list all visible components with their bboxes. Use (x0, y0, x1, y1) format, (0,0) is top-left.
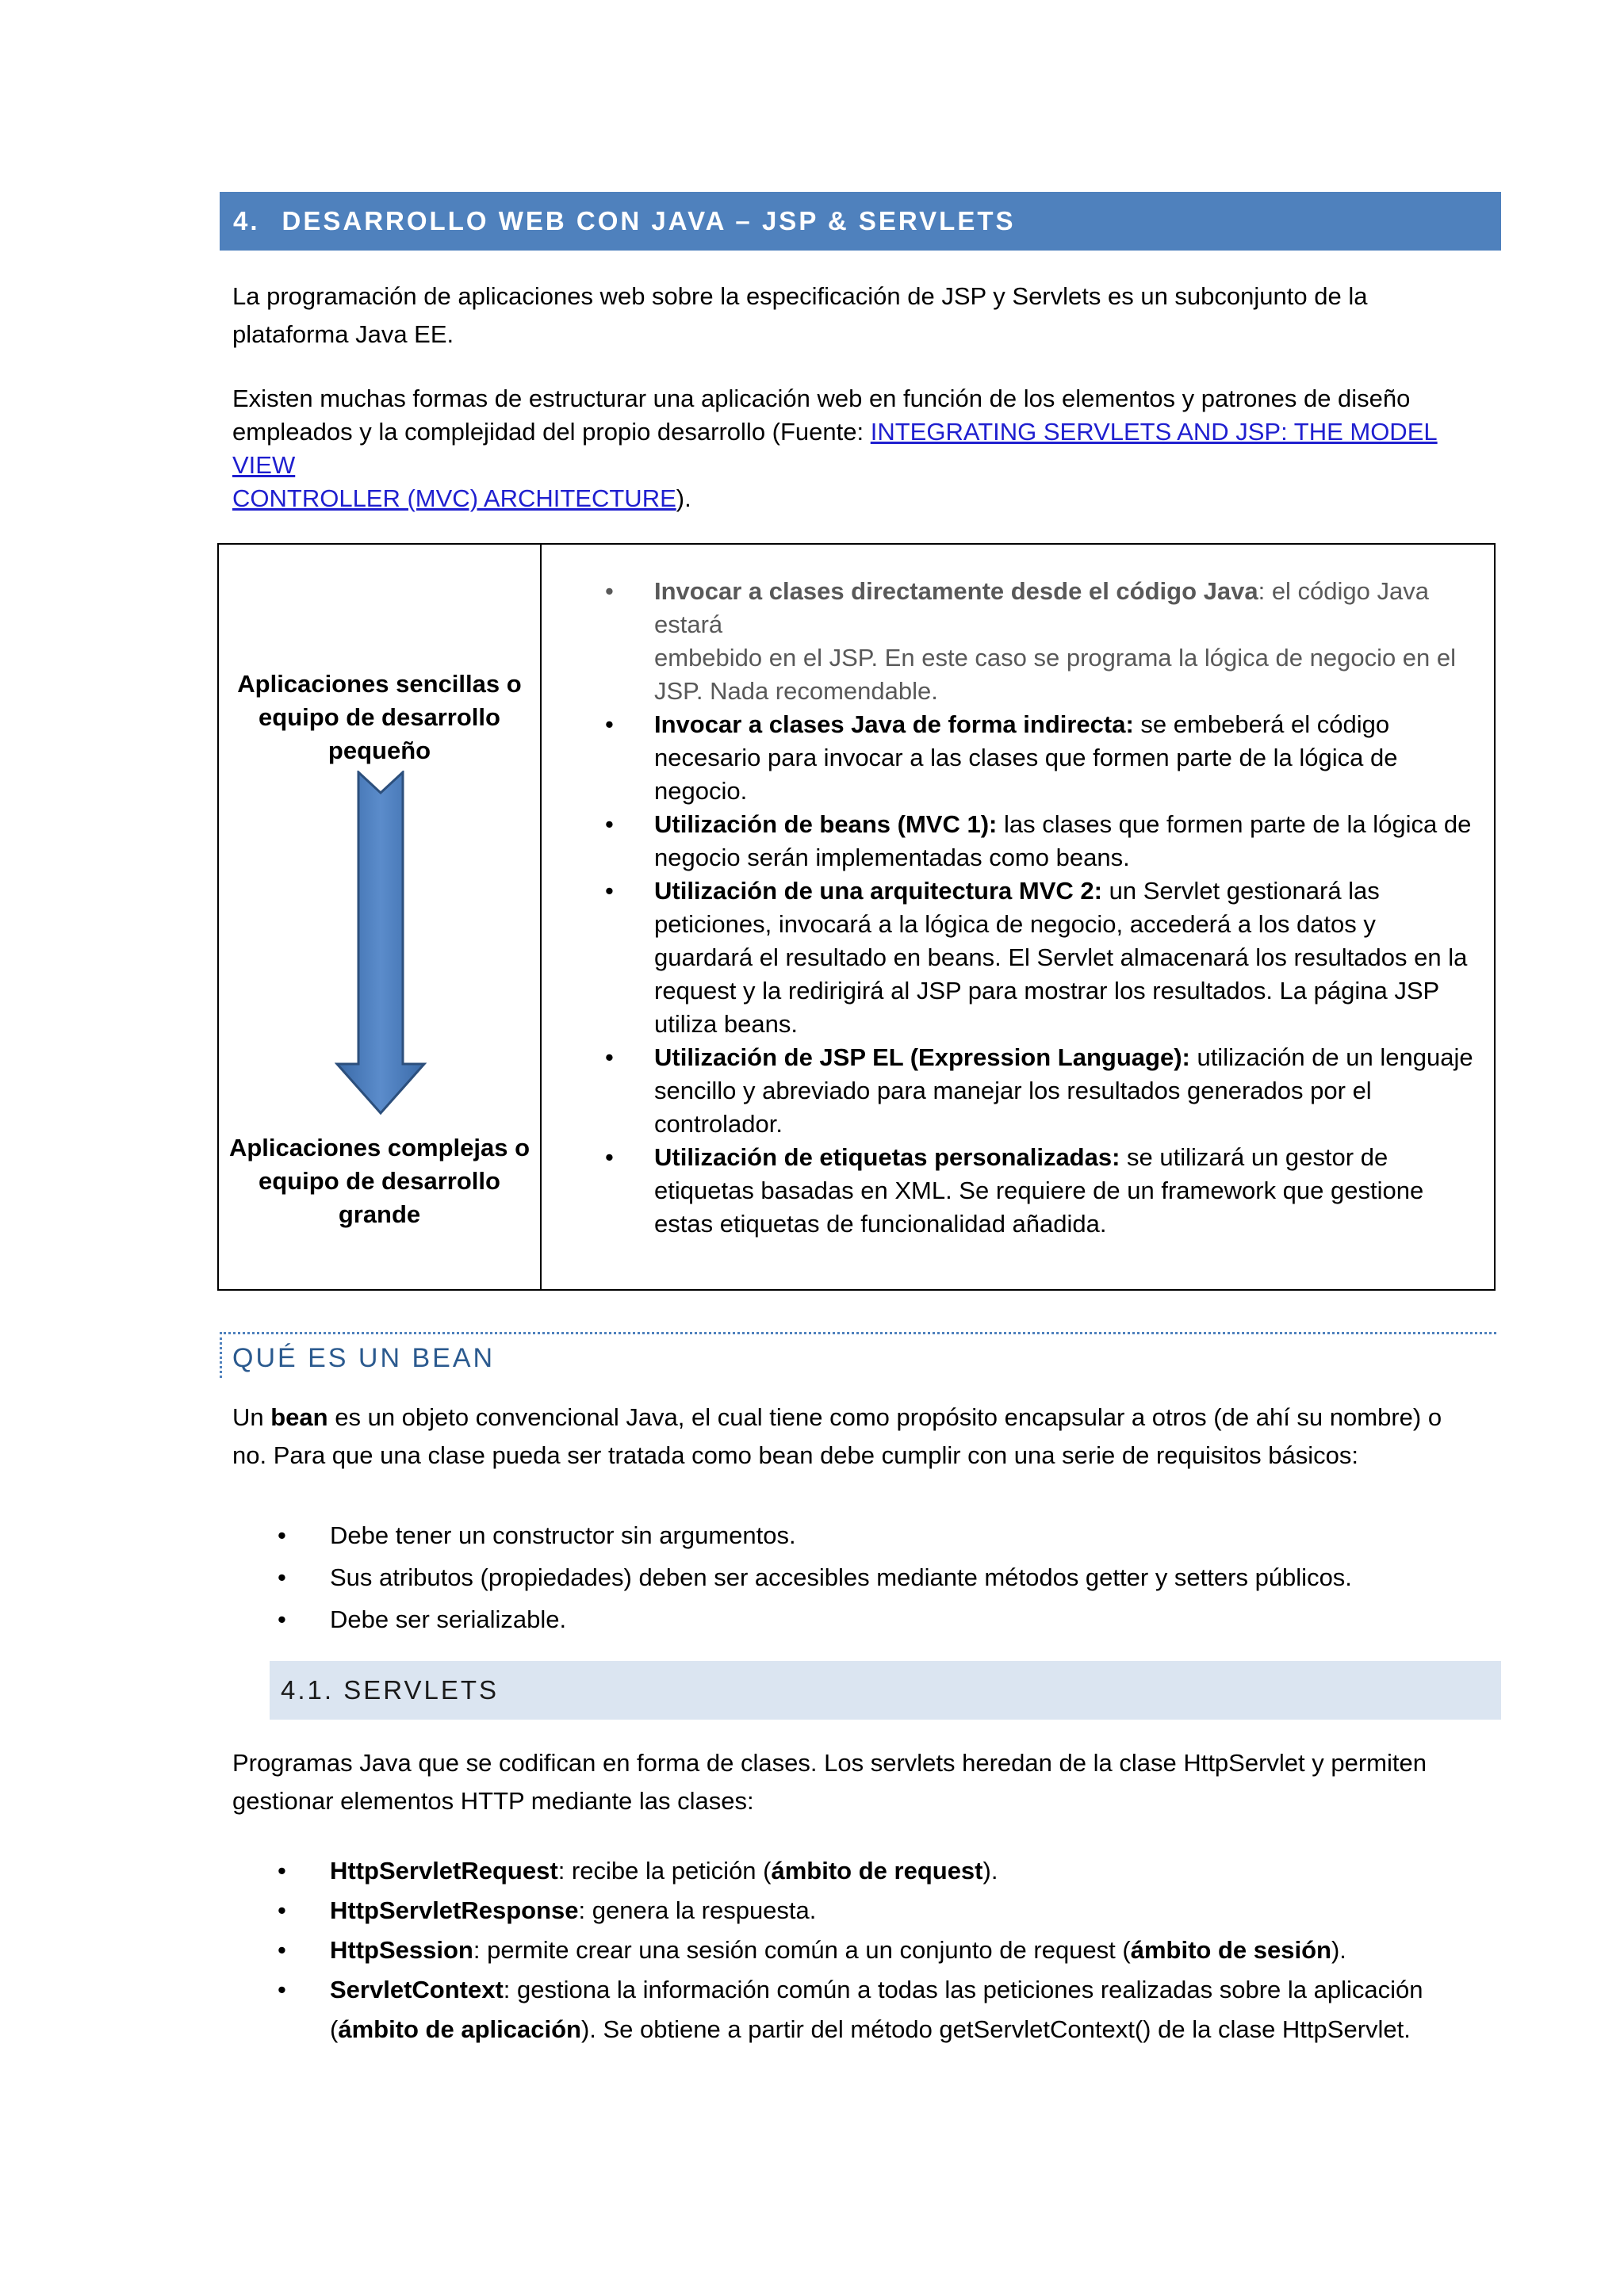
item-text: guardará el resultado en beans. El Servlet almacenará los resultados en la (654, 943, 1468, 971)
approaches-list (542, 575, 1494, 1241)
class-name: HttpSession (330, 1936, 473, 1964)
requirement-text: Debe tener un constructor sin argumentos. (330, 1521, 796, 1549)
item-text: estas etiquetas de funcionalidad añadida. (654, 1210, 1107, 1238)
item-text: request y la redirigirá al JSP para mostrar los resultados. La página JSP (654, 977, 1440, 1004)
bullet-icon: • (605, 1143, 614, 1171)
simple-apps-label (219, 668, 540, 767)
item-title: Utilización de una arquitectura MVC 2: (654, 877, 1102, 905)
list-item (270, 1931, 1507, 1970)
item-text: peticiones, invocará a la lógica de negocio, accederá a los datos y (654, 910, 1376, 938)
label-line: grande (338, 1200, 421, 1228)
servlets-paragraph (232, 1744, 1493, 1820)
label-line: equipo de desarrollo (259, 703, 500, 731)
list-item (270, 1598, 1507, 1640)
bullet-icon: • (278, 1521, 286, 1549)
bullet-icon: • (278, 1976, 286, 2003)
servlets-line: gestionar elementos HTTP mediante las clases: (232, 1787, 754, 1815)
item-text: un Servlet gestionará las (1101, 877, 1380, 905)
requirement-text: Debe ser serializable. (330, 1605, 567, 1633)
item-title: Invocar a clases directamente desde el código Java (654, 577, 1258, 605)
list-item (542, 1041, 1494, 1141)
section-heading-4 (220, 192, 1501, 251)
item-text: embebido en el JSP. En este caso se programa la lógica de negocio en el (654, 644, 1457, 672)
class-text: ). Se obtiene a partir del método getServletContext() de la clase HttpServlet. (580, 2015, 1411, 2043)
complex-apps-label (219, 1131, 540, 1231)
approaches-cell (541, 544, 1495, 1290)
intro-paragraph (232, 277, 1493, 354)
list-item (542, 1141, 1494, 1241)
list-item (270, 1514, 1507, 1556)
item-title: Utilización de JSP EL (Expression Language): (654, 1043, 1190, 1071)
scope-text: ámbito de request (771, 1857, 983, 1885)
scope-text: ámbito de sesión (1130, 1936, 1331, 1964)
complexity-table (217, 543, 1496, 1291)
bullet-icon: • (278, 1563, 286, 1591)
list-item (542, 808, 1494, 874)
item-text: utiliza beans. (654, 1010, 798, 1038)
item-text: se embeberá el código (1133, 710, 1390, 738)
bullet-icon: • (605, 1043, 614, 1071)
label-line: Aplicaciones complejas o (228, 1134, 530, 1161)
item-title: Utilización de beans (MVC 1): (654, 810, 998, 838)
label-line: equipo de desarrollo (259, 1167, 500, 1195)
class-text: ( (330, 2015, 339, 2043)
source-link[interactable]: INTEGRATING SERVLETS AND JSP: THE MODEL VIEW (232, 418, 1438, 479)
class-text: ). (982, 1857, 998, 1885)
section-title: DESARROLLO WEB CON JAVA – JSP & SERVLETS (282, 206, 1016, 235)
structure-line: Existen muchas formas de estructurar una aplicación web en función de los elementos y patrones de diseño (232, 385, 1411, 412)
class-text: ). (1331, 1936, 1346, 1964)
class-text: : recibe la petición ( (557, 1857, 772, 1885)
item-text: negocio serán implementadas como beans. (654, 844, 1130, 871)
item-text: utilización de un lenguaje (1189, 1043, 1473, 1071)
item-text: JSP. Nada recomendable. (654, 677, 938, 705)
bullet-icon: • (278, 1605, 286, 1633)
bullet-icon: • (605, 877, 614, 905)
list-item (542, 874, 1494, 1041)
section-number: 4. (233, 206, 260, 235)
class-name: HttpServletResponse (330, 1896, 579, 1924)
list-item (270, 1851, 1507, 1891)
item-text: : el código Java estará (654, 577, 1430, 638)
item-text: sencillo y abreviado para manejar los resultados generados por el (654, 1077, 1372, 1104)
intro-line: La programación de aplicaciones web sobre la especificación de JSP y Servlets es un subconjunto de la (232, 282, 1368, 310)
intro-line: plataforma Java EE. (232, 320, 454, 348)
label-line: pequeño (327, 737, 431, 764)
bean-requirements-list (270, 1514, 1507, 1640)
item-text: necesario para invocar a las clases que formen parte de la lógica de (654, 744, 1398, 771)
bullet-icon: • (605, 577, 614, 605)
bean-text: Un (232, 1403, 271, 1431)
structure-text: ). (676, 484, 691, 512)
bean-paragraph (232, 1399, 1493, 1475)
list-item (270, 1970, 1507, 2049)
bullet-icon: • (278, 1936, 286, 1964)
item-title: Utilización de etiquetas personalizadas: (654, 1143, 1120, 1171)
list-item (542, 575, 1494, 708)
item-text: negocio. (654, 777, 748, 805)
bean-subheading: QUÉ ES UN BEAN (220, 1332, 1496, 1378)
scope-text: ámbito de aplicación (338, 2015, 581, 2043)
structure-line (232, 482, 1493, 515)
bullet-icon: • (278, 1857, 286, 1885)
list-item (270, 1556, 1507, 1598)
structure-text: empleados y la complejidad del propio desarrollo (Fuente: (232, 418, 871, 446)
bullet-icon: • (278, 1896, 286, 1924)
class-text: : genera la respuesta. (578, 1896, 817, 1924)
bean-term: bean (270, 1403, 328, 1431)
source-link-continued[interactable]: CONTROLLER (MVC) ARCHITECTURE (232, 484, 676, 512)
item-text: las clases que formen parte de la lógica de (997, 810, 1472, 838)
list-item (270, 1891, 1507, 1931)
bullet-icon: • (605, 710, 614, 738)
bean-line: no. Para que una clase pueda ser tratada como bean debe cumplir con una serie de requisitos básicos: (232, 1441, 1358, 1469)
structure-paragraph (232, 382, 1493, 515)
bean-text: es un objeto convencional Java, el cual tiene como propósito encapsular a otros (de ahí su nombre) o (327, 1403, 1442, 1431)
requirement-text: Sus atributos (propiedades) deben ser accesibles mediante métodos getter y setters públicos. (330, 1563, 1352, 1591)
class-text: : permite crear una sesión común a un conjunto de request ( (473, 1936, 1131, 1964)
item-text: se utilizará un gestor de (1120, 1143, 1388, 1171)
subsection-heading-4-1 (270, 1661, 1501, 1720)
subsection-number: 4.1. (281, 1675, 335, 1705)
class-name: ServletContext (330, 1976, 504, 2003)
class-text: : gestiona la información común a todas las peticiones realizadas sobre la aplicación (503, 1976, 1423, 2003)
item-text: etiquetas basadas en XML. Se requiere de un framework que gestione (654, 1177, 1424, 1204)
complexity-scale-cell (218, 544, 541, 1290)
subsection-title: SERVLETS (343, 1675, 500, 1705)
item-text: controlador. (654, 1110, 783, 1138)
structure-line (232, 415, 1493, 482)
bean-line (232, 1399, 1493, 1437)
servlets-line: Programas Java que se codifican en forma de clases. Los servlets heredan de la clase HttpServlet y permiten (232, 1749, 1427, 1777)
servlet-classes-list (270, 1851, 1507, 2049)
item-title: Invocar a clases Java de forma indirecta: (654, 710, 1134, 738)
label-line: Aplicaciones sencillas o (237, 670, 522, 698)
class-name: HttpServletRequest (330, 1857, 558, 1885)
down-arrow-icon (335, 771, 427, 1116)
list-item (542, 708, 1494, 808)
bullet-icon: • (605, 810, 614, 838)
